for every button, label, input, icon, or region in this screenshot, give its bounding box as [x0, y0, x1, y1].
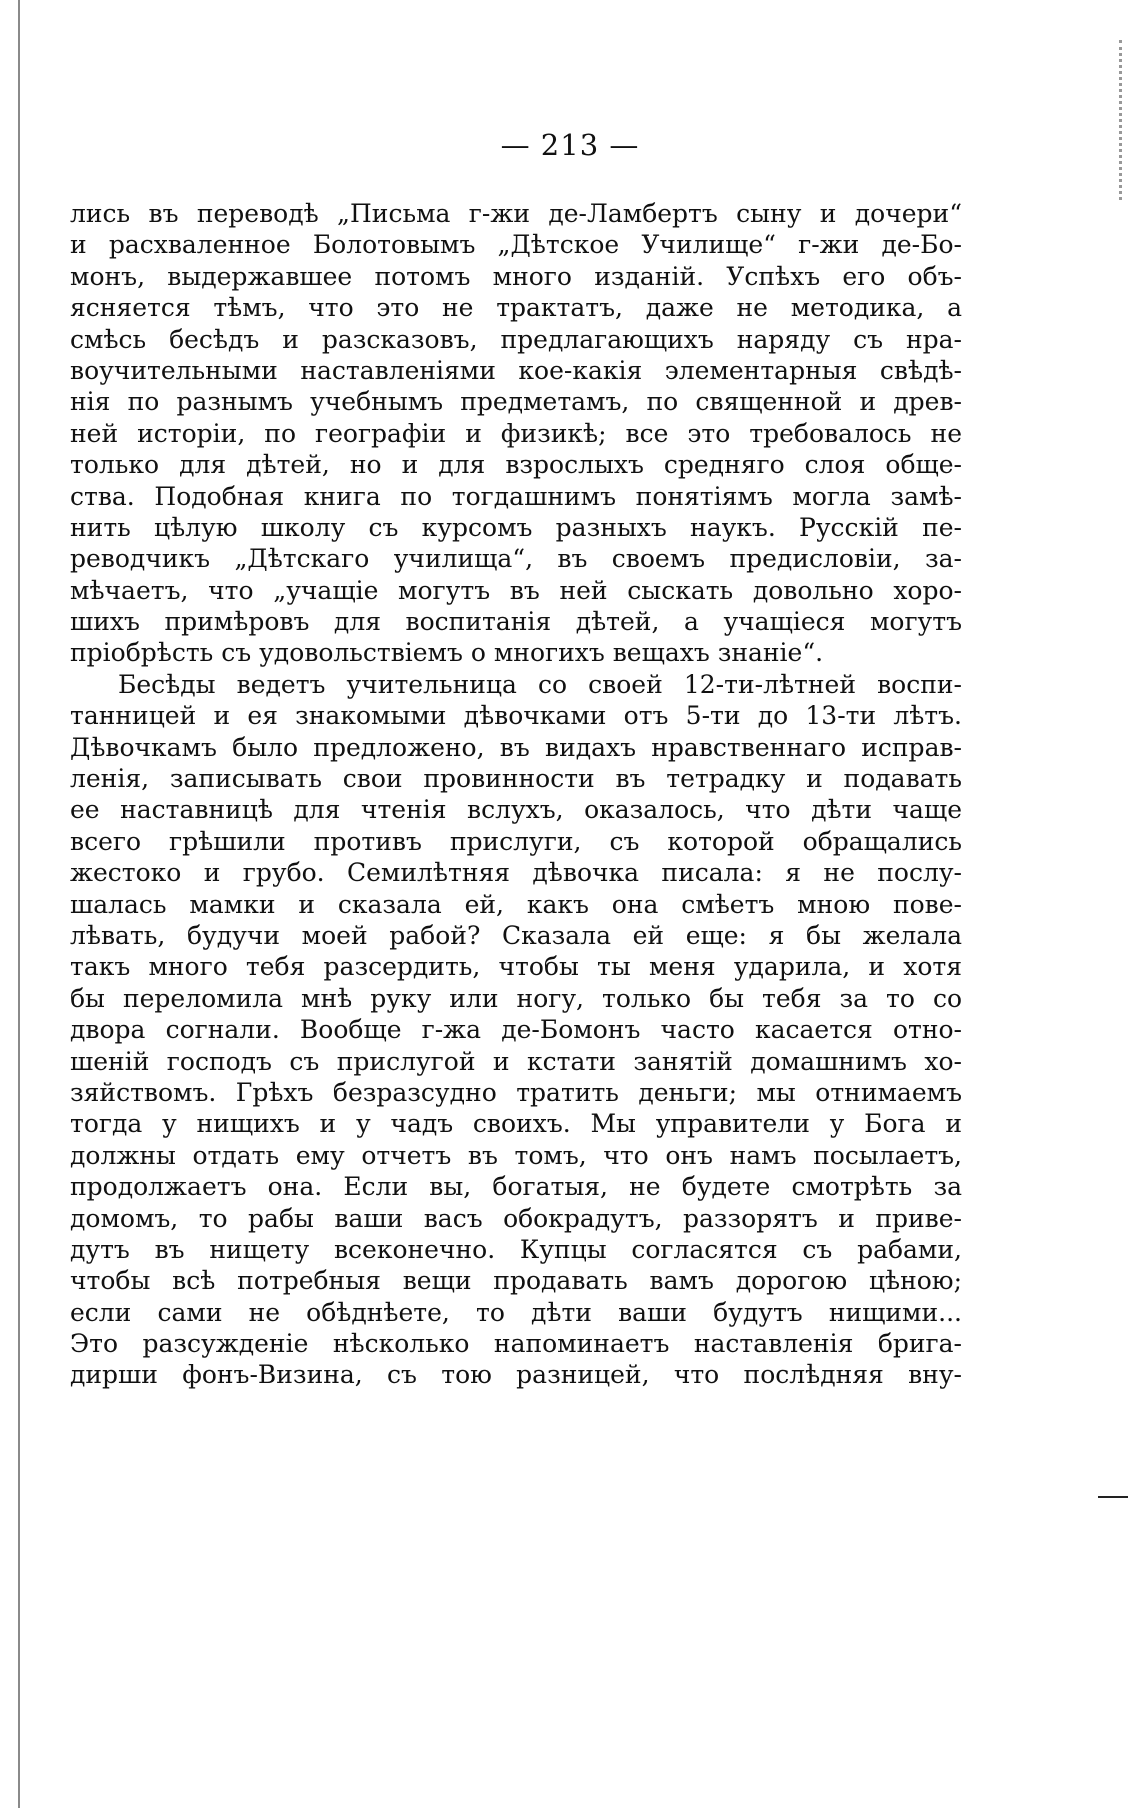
text-line: ней исторіи, по географіи и физикѣ; все это требовалось не	[70, 418, 962, 448]
text-line: лись въ переводѣ „Письма г-жи де-Ламбертъ сыну и дочери“	[70, 199, 962, 228]
paragraph-1	[70, 198, 962, 669]
text-line: шалась мамки и сказала ей, какъ она смѣетъ мною пове-	[70, 889, 962, 919]
text-line: ясняется тѣмъ, что это не трактатъ, даже не методика, а	[70, 293, 962, 323]
text-line: ленія, записывать свои провинности въ тетрадку и подавать	[70, 764, 962, 794]
text-line: если сами не обѣднѣете, то дѣти ваши будутъ нищими...	[70, 1297, 962, 1327]
text-line: ства. Подобная книга по тогдашнимъ понятіямъ могла замѣ-	[70, 481, 962, 511]
text-line: только для дѣтей, но и для взрослыхъ средняго слоя обще-	[70, 450, 962, 480]
text-line: домомъ, то рабы ваши васъ обокрадутъ, раззорятъ и приве-	[70, 1203, 962, 1233]
text-line: продолжаетъ она. Если вы, богатыя, не будете смотрѣть за	[70, 1172, 962, 1202]
body-text	[70, 198, 962, 1391]
text-line: нить цѣлую школу съ курсомъ разныхъ наукъ. Русскій пе-	[70, 512, 962, 542]
text-line: мѣчаетъ, что „учащіе могутъ въ ней сыскать довольно хоро-	[70, 575, 962, 605]
text-line: танницей и ея знакомыми дѣвочками отъ 5-ти до 13-ти лѣтъ.	[70, 701, 962, 731]
text-line: Дѣвочкамъ было предложено, въ видахъ нравственнаго исправ-	[70, 732, 962, 762]
text-line: смѣсь бесѣдъ и разсказовъ, предлагающихъ наряду съ нра-	[70, 324, 962, 354]
text-line: двора согнали. Вообще г-жа де-Бомонъ часто касается отно-	[70, 1015, 962, 1045]
text-line: тогда у нищихъ и у чадъ своихъ. Мы управители у Бога и	[70, 1109, 962, 1139]
text-line: дирши фонъ-Визина, съ тою разницей, что послѣдняя вну-	[70, 1360, 962, 1390]
text-line: и расхваленное Болотовымъ „Дѣтское Училище“ г-жи де-Бо-	[70, 230, 962, 260]
text-line: жестоко и грубо. Семилѣтняя дѣвочка писала: я не послу-	[70, 858, 962, 888]
text-line: реводчикъ „Дѣтскаго училища“, въ своемъ предисловіи, за-	[70, 544, 962, 574]
text-line: дутъ въ нищету всеконечно. Купцы согласятся съ рабами,	[70, 1234, 962, 1264]
text-line: пріобрѣсть съ удовольствіемъ о многихъ вещахъ знаніе“.	[70, 638, 824, 668]
text-line: такъ много тебя разсердить, чтобы ты меня ударила, и хотя	[70, 952, 962, 982]
text-line: должны отдать ему отчетъ въ томъ, что онъ намъ посылаетъ,	[70, 1140, 962, 1170]
scan-margin-marks	[1119, 40, 1126, 200]
text-line: Бесѣды ведетъ учительница со своей 12-ти-лѣтней воспи-	[118, 669, 962, 699]
text-line: шихъ примѣровъ для воспитанія дѣтей, а учащіеся могутъ	[70, 607, 962, 637]
text-line: лѣвать, будучи моей рабой? Сказала ей еще: я бы желала	[70, 920, 962, 950]
text-line: чтобы всѣ потребныя вещи продавать вамъ дорогою цѣною;	[70, 1266, 962, 1296]
paragraph-2	[70, 669, 962, 1391]
text-line: нія по разнымъ учебнымъ предметамъ, по священной и древ-	[70, 387, 962, 417]
scan-edge-line	[18, 0, 20, 1808]
text-line: всего грѣшили противъ прислуги, съ которой обращались	[70, 826, 962, 856]
text-line: Это разсужденіе нѣсколько напоминаетъ наставленія брига-	[70, 1329, 962, 1359]
text-line: бы переломила мнѣ руку или ногу, только бы тебя за то со	[70, 983, 962, 1013]
text-line: ее наставницѣ для чтенія вслухъ, оказалось, что дѣти чаще	[70, 795, 962, 825]
page-number: — 213 —	[500, 128, 640, 162]
text-line: монъ, выдержавшее потомъ много изданій. Успѣхъ его объ-	[70, 261, 962, 291]
text-line: зяйствомъ. Грѣхъ безразсудно тратить деньги; мы отнимаемъ	[70, 1077, 962, 1107]
margin-dash-mark	[1098, 1496, 1128, 1498]
text-line: воучительными наставленіями кое-какія элементарныя свѣдѣ-	[70, 355, 962, 385]
text-line: шеній господъ съ прислугой и кстати занятій домашнимъ хо-	[70, 1046, 962, 1076]
